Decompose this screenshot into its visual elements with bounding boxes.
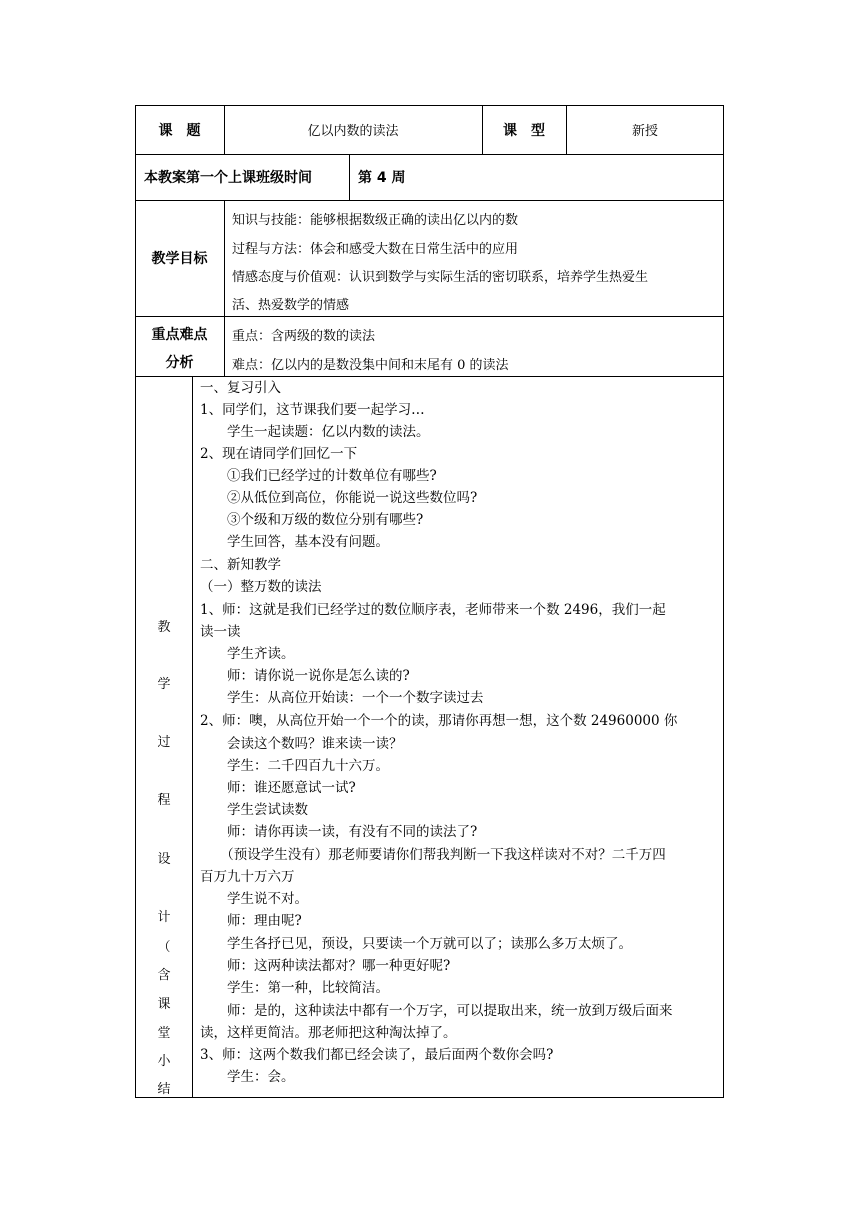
process-line: 1、同学们，这节课我们要一起学习…	[200, 402, 425, 418]
process-line: ②从低位到高位，你能说一说这些数位吗?	[200, 490, 478, 506]
process-line: （预设学生没有）那老师要请你们帮我判断一下我这样读对不对？二千万四	[200, 847, 666, 863]
goal-line: 情感态度与价值观：认识到数学与实际生活的密切联系，培养学生热爱生	[232, 270, 649, 285]
process-line: 师：谁还愿意试一试?	[200, 780, 356, 796]
process-line: 学生尝试读数	[200, 802, 308, 818]
process-label-char: （	[157, 940, 171, 955]
process-label-char: 过	[157, 735, 171, 750]
process-line: 一、复习引入	[200, 380, 281, 396]
process-line: 3、师：这两个数我们都已经会读了，最后面两个数你会吗?	[200, 1047, 554, 1063]
process-line: 学生：会。	[200, 1069, 295, 1085]
process-line: 学生回答，基本没有问题。	[200, 534, 389, 550]
col-divider	[349, 154, 350, 200]
process-label-char: 设	[157, 852, 171, 867]
row-divider	[135, 376, 724, 377]
process-line: 学生齐读。	[200, 646, 295, 662]
process-line: （一）整万数的读法	[200, 579, 322, 595]
process-label	[136, 376, 192, 1098]
process-label-char: 含	[157, 968, 171, 983]
process-line: 师：请你说一说你是怎么读的?	[200, 668, 410, 684]
process-line: 学生：二千四百九十六万。	[200, 758, 389, 774]
process-line: 二、新知教学	[200, 557, 281, 573]
process-label-char: 学	[157, 677, 171, 692]
process-label-char: 课	[157, 997, 171, 1012]
process-line: 百万九十万六万	[200, 869, 295, 885]
goals-label: 教学目标	[151, 251, 208, 267]
process-line: 学生一起读题：亿以内数的读法。	[200, 424, 430, 440]
course-label: 课 题	[158, 122, 201, 139]
goals-content	[232, 200, 722, 316]
process-line: 会读这个数吗？谁来读一读？	[200, 736, 403, 752]
process-label-char: 计	[157, 910, 171, 925]
process-line: 师：理由呢?	[200, 913, 302, 929]
col-divider	[192, 376, 193, 1098]
course-type-label: 课 型	[503, 122, 545, 139]
process-label-char: 小	[157, 1054, 171, 1069]
col-divider	[224, 200, 225, 376]
process-line: 师：这两种读法都对？哪一种更好呢?	[200, 958, 451, 974]
course-title: 亿以内数的读法	[307, 124, 399, 139]
key-points-label-1: 重点难点	[151, 327, 208, 343]
process-line: ①我们已经学过的计数单位有哪些?	[200, 468, 437, 484]
process-line: 学生说不对。	[200, 891, 308, 907]
process-line: 学生各抒已见，预设，只要读一个万就可以了；读那么多万太烦了。	[200, 936, 632, 952]
process-line: 读，这样更简洁。那老师把这种淘汰掉了。	[200, 1025, 457, 1041]
first-class-label: 本教案第一个上课班级时间	[144, 170, 312, 186]
process-label-char: 堂	[157, 1026, 171, 1041]
goal-line: 过程与方法：体会和感受大数在日常生活中的应用	[232, 242, 519, 257]
key-points-label-2: 分析	[165, 355, 194, 371]
process-label-char: 教	[157, 620, 171, 635]
key-point-line: 难点：亿以内的是数没集中间和末尾有 0 的读法	[232, 358, 509, 373]
process-label-char: 程	[157, 793, 171, 808]
process-line: 师：请你再读一读，有没有不同的读法了?	[200, 824, 478, 840]
process-line: 2、现在请同学们回忆一下	[200, 446, 358, 462]
process-line: ③个级和万级的数位分别有哪些?	[200, 512, 424, 528]
process-label-char: 结	[157, 1082, 171, 1097]
process-line: 读一读	[200, 624, 241, 640]
course-type-value: 新授	[631, 124, 658, 139]
key-points-content	[232, 316, 722, 376]
process-line: 师：是的，这种读法中都有一个万字，可以提取出来，统一放到万级后面来	[200, 1003, 673, 1019]
process-line: 学生：第一种，比较简洁。	[200, 980, 389, 996]
goal-line: 知识与技能：能够根据数级正确的读出亿以内的数	[232, 213, 519, 228]
process-line: 学生：从高位开始读：一个一个数字读过去	[200, 690, 484, 706]
key-point-line: 重点：含两级的数的读法	[232, 329, 376, 344]
goal-line: 活、热爱数学的情感	[232, 298, 350, 313]
process-line: 1、师：这就是我们已经学过的数位顺序表，老师带来一个数 2496，我们一起	[200, 602, 666, 618]
process-line: 2、师：噢，从高位开始一个一个的读，那请你再想一想，这个数 24960000 你	[200, 713, 678, 729]
first-class-value: 第 4 周	[358, 170, 406, 186]
